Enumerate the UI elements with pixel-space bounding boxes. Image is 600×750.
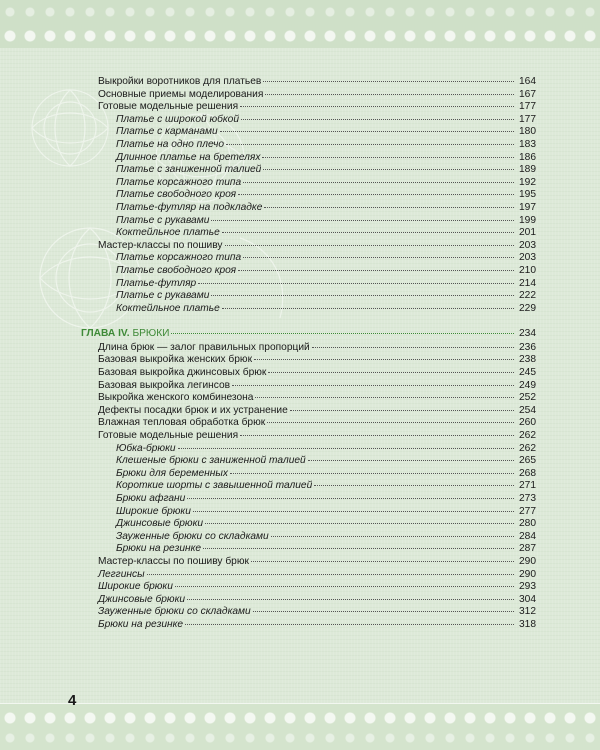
toc-entry-page: 265: [519, 455, 536, 467]
toc-entry-label: Готовые модельные решения: [98, 101, 239, 113]
leader-dots: [243, 257, 514, 258]
toc-entry[interactable]: [98, 240, 536, 253]
leader-dots: [240, 435, 514, 436]
leader-dots: [187, 498, 514, 499]
leader-dots: [243, 182, 514, 183]
toc-entry-page: 290: [519, 555, 536, 567]
leader-dots: [222, 308, 514, 309]
leader-dots: [268, 372, 514, 373]
toc-entry-page: 277: [519, 505, 536, 517]
toc-entry-page: 203: [519, 252, 536, 264]
leader-dots: [262, 157, 514, 158]
toc-entry-label: Клешеные брюки с заниженной талией: [116, 455, 306, 467]
leader-dots: [251, 561, 514, 562]
lace-border-bottom: [0, 703, 600, 750]
leader-dots: [203, 548, 514, 549]
toc-chapter-heading[interactable]: [81, 328, 536, 341]
leader-dots: [193, 511, 514, 512]
toc-entry[interactable]: [98, 392, 536, 405]
toc-entry-label: Готовые модельные решения: [98, 430, 239, 442]
toc-entry[interactable]: [98, 455, 536, 468]
toc-entry-page: 245: [519, 367, 536, 379]
toc-entry-page: 177: [519, 113, 536, 125]
toc-entry-page: 210: [519, 264, 536, 276]
toc-entry-label: Платье-футляр на подкладке: [116, 201, 263, 213]
toc-entry-label: Дефекты посадки брюк и их устранение: [98, 404, 288, 416]
toc-entry-label: Мастер-классы по пошиву: [98, 239, 223, 251]
leader-dots: [267, 422, 514, 423]
toc-entry[interactable]: [98, 405, 536, 418]
toc-entry-page: 192: [519, 176, 536, 188]
toc-entry[interactable]: [98, 139, 536, 152]
toc-entry-label: Платье с заниженной талией: [116, 164, 262, 176]
toc-entry[interactable]: [98, 367, 536, 380]
toc-entry[interactable]: [98, 252, 536, 265]
toc-entry-label: Платье свободного кроя: [116, 264, 237, 276]
toc-entry[interactable]: [98, 101, 536, 114]
leader-dots: [241, 119, 514, 120]
toc-entry[interactable]: [98, 493, 536, 506]
toc-entry[interactable]: [98, 164, 536, 177]
leader-dots: [263, 81, 514, 82]
toc-entry[interactable]: [98, 215, 536, 228]
toc-entry[interactable]: [98, 227, 536, 240]
toc-entry-label: Зауженные брюки со складками: [116, 530, 269, 542]
toc-entry-label: Платье с карманами: [116, 126, 218, 138]
toc-entry-label: Базовая выкройка женских брюк: [98, 354, 253, 366]
leader-dots: [232, 385, 514, 386]
toc-entry-page: 290: [519, 568, 536, 580]
leader-dots: [255, 397, 514, 398]
toc-entry-label: Брюки афгани: [116, 493, 186, 504]
toc-entry-label: Платье корсажного типа: [116, 176, 242, 188]
toc-entry-page: 197: [519, 201, 536, 213]
toc-entry[interactable]: [98, 619, 536, 632]
leader-dots: [308, 460, 514, 461]
toc-entry-page: 254: [519, 404, 536, 416]
toc-entry-label: Базовая выкройка джинсовых брюк: [98, 367, 267, 379]
leader-dots: [263, 169, 514, 170]
toc-entry-label: Основные приемы моделирования: [98, 88, 264, 100]
toc-entry-page: 252: [519, 392, 536, 404]
leader-dots: [185, 624, 514, 625]
toc-entry[interactable]: [98, 202, 536, 215]
leader-dots: [187, 599, 514, 600]
leader-dots: [226, 144, 514, 145]
toc-entry[interactable]: [98, 480, 536, 493]
toc-entry[interactable]: [98, 468, 536, 481]
toc-entry-page: 249: [519, 379, 536, 391]
toc-entry-label: Леггинсы: [98, 568, 145, 580]
toc-entry-page: 273: [519, 493, 536, 504]
toc-entry[interactable]: [98, 265, 536, 278]
toc-entry[interactable]: [98, 581, 536, 594]
toc-entry-page: 236: [519, 341, 536, 353]
leader-dots: [238, 270, 514, 271]
leader-dots: [290, 410, 514, 411]
toc-entry-page: 164: [519, 76, 536, 87]
toc-entry[interactable]: [98, 189, 536, 202]
toc-entry[interactable]: [98, 506, 536, 519]
leader-dots: [171, 333, 514, 334]
leader-dots: [205, 523, 514, 524]
toc-entry-page: 180: [519, 126, 536, 138]
toc-entry-label: Длина брюк — залог правильных пропорций: [98, 341, 310, 353]
toc-entry-label: Широкие брюки: [116, 505, 191, 517]
toc-entry-label: Платье с широкой юбкой: [116, 113, 240, 125]
table-of-contents: [81, 76, 536, 632]
leader-dots: [238, 194, 514, 195]
leader-dots: [211, 295, 514, 296]
toc-entry-label: Широкие брюки: [98, 581, 173, 593]
chapter-title: БРЮКИ: [132, 328, 170, 340]
toc-entry-page: 199: [519, 214, 536, 226]
toc-entry[interactable]: [98, 76, 536, 89]
toc-entry-label: Мастер-классы по пошиву брюк: [98, 555, 249, 567]
toc-entry-page: 312: [519, 606, 536, 618]
leader-dots: [271, 536, 514, 537]
leader-dots: [225, 245, 515, 246]
toc-entry-label: Длинное платье на бретелях: [116, 151, 261, 163]
leader-dots: [198, 283, 514, 284]
toc-entry-page: 280: [519, 518, 536, 530]
toc-entry[interactable]: [98, 89, 536, 102]
toc-entry-label: Короткие шорты с завышенной талией: [116, 480, 313, 492]
toc-entry-label: Выкройка женского комбинезона: [98, 392, 254, 404]
toc-entry-label: Брюки для беременных: [116, 467, 228, 479]
toc-entry-page: 229: [519, 302, 536, 314]
toc-entry-page: 222: [519, 290, 536, 302]
toc-entry-label: Платье-футляр: [116, 277, 197, 289]
toc-entry-label: Платье свободного кроя: [116, 189, 237, 201]
toc-entry[interactable]: [98, 114, 536, 127]
toc-entry[interactable]: [98, 177, 536, 190]
toc-entry[interactable]: [98, 594, 536, 607]
lace-border-top: [0, 0, 600, 49]
toc-entry[interactable]: [98, 443, 536, 456]
toc-entry-page: 318: [519, 618, 536, 630]
toc-entry-page: 271: [519, 480, 536, 492]
leader-dots: [264, 207, 514, 208]
toc-entry-label: Платье с рукавами: [116, 290, 210, 302]
toc-entry-page: 189: [519, 164, 536, 176]
toc-entry-page: 234: [519, 328, 536, 340]
toc-entry-label: Выкройки воротников для платьев: [98, 76, 262, 87]
leader-dots: [220, 131, 514, 132]
toc-entry-page: 287: [519, 543, 536, 555]
toc-entry-page: 304: [519, 593, 536, 605]
toc-entry-page: 183: [519, 138, 536, 150]
toc-entry-page: 262: [519, 442, 536, 454]
toc-entry[interactable]: [98, 556, 536, 569]
leader-dots: [312, 347, 514, 348]
leader-dots: [230, 473, 514, 474]
toc-entry-page: 203: [519, 239, 536, 251]
leader-dots: [175, 586, 514, 587]
toc-entry[interactable]: [98, 543, 536, 556]
toc-entry[interactable]: [98, 354, 536, 367]
toc-entry-page: 238: [519, 354, 536, 366]
toc-entry[interactable]: [98, 531, 536, 544]
toc-entry-label: Юбка-брюки: [116, 442, 176, 454]
page-number: 4: [68, 692, 77, 709]
toc-entry-page: 284: [519, 530, 536, 542]
toc-entry[interactable]: [98, 606, 536, 619]
toc-entry-label: Джинсовые брюки: [116, 518, 204, 530]
leader-dots: [147, 574, 514, 575]
toc-entry-label: Платье с рукавами: [116, 214, 210, 226]
toc-entry-page: 177: [519, 101, 536, 113]
leader-dots: [314, 485, 514, 486]
toc-entry-page: 262: [519, 430, 536, 442]
toc-entry[interactable]: [98, 342, 536, 355]
leader-dots: [265, 94, 514, 95]
toc-entry-label: Влажная тепловая обработка брюк: [98, 417, 266, 429]
toc-entry-label: Коктейльное платье: [116, 302, 220, 314]
chapter-prefix: ГЛАВА IV.: [81, 328, 130, 340]
toc-entry-page: 186: [519, 151, 536, 163]
toc-entry-page: 268: [519, 467, 536, 479]
toc-entry[interactable]: [98, 152, 536, 165]
toc-entry[interactable]: [98, 380, 536, 393]
toc-entry-label: Брюки на резинке: [98, 618, 184, 630]
toc-entry-label: Платье корсажного типа: [116, 252, 242, 264]
toc-entry-label: Брюки на резинке: [116, 543, 202, 555]
toc-entry-label: Базовая выкройка легинсов: [98, 379, 231, 391]
toc-entry-label: Платье на одно плечо: [116, 138, 225, 150]
toc-entry-label: Коктейльное платье: [116, 227, 220, 239]
toc-entry-page: 195: [519, 189, 536, 201]
toc-entry[interactable]: [98, 278, 536, 291]
toc-entry[interactable]: [98, 430, 536, 443]
toc-entry-page: 167: [519, 88, 536, 100]
leader-dots: [211, 220, 514, 221]
toc-entry[interactable]: [98, 290, 536, 303]
toc-entry[interactable]: [98, 518, 536, 531]
toc-entry-label: Зауженные брюки со складками: [98, 606, 251, 618]
toc-entry[interactable]: [98, 569, 536, 582]
toc-entry-label: Джинсовые брюки: [98, 593, 186, 605]
leader-dots: [254, 359, 514, 360]
toc-entry[interactable]: [98, 126, 536, 139]
toc-entry-page: 214: [519, 277, 536, 289]
toc-entry-page: 293: [519, 581, 536, 593]
leader-dots: [222, 232, 514, 233]
leader-dots: [253, 611, 514, 612]
toc-entry-page: 201: [519, 227, 536, 239]
leader-dots: [240, 106, 514, 107]
toc-entry[interactable]: [98, 417, 536, 430]
leader-dots: [178, 448, 514, 449]
toc-entry-label: [81, 328, 169, 341]
toc-entry-page: 260: [519, 417, 536, 429]
toc-entry[interactable]: [98, 303, 536, 316]
